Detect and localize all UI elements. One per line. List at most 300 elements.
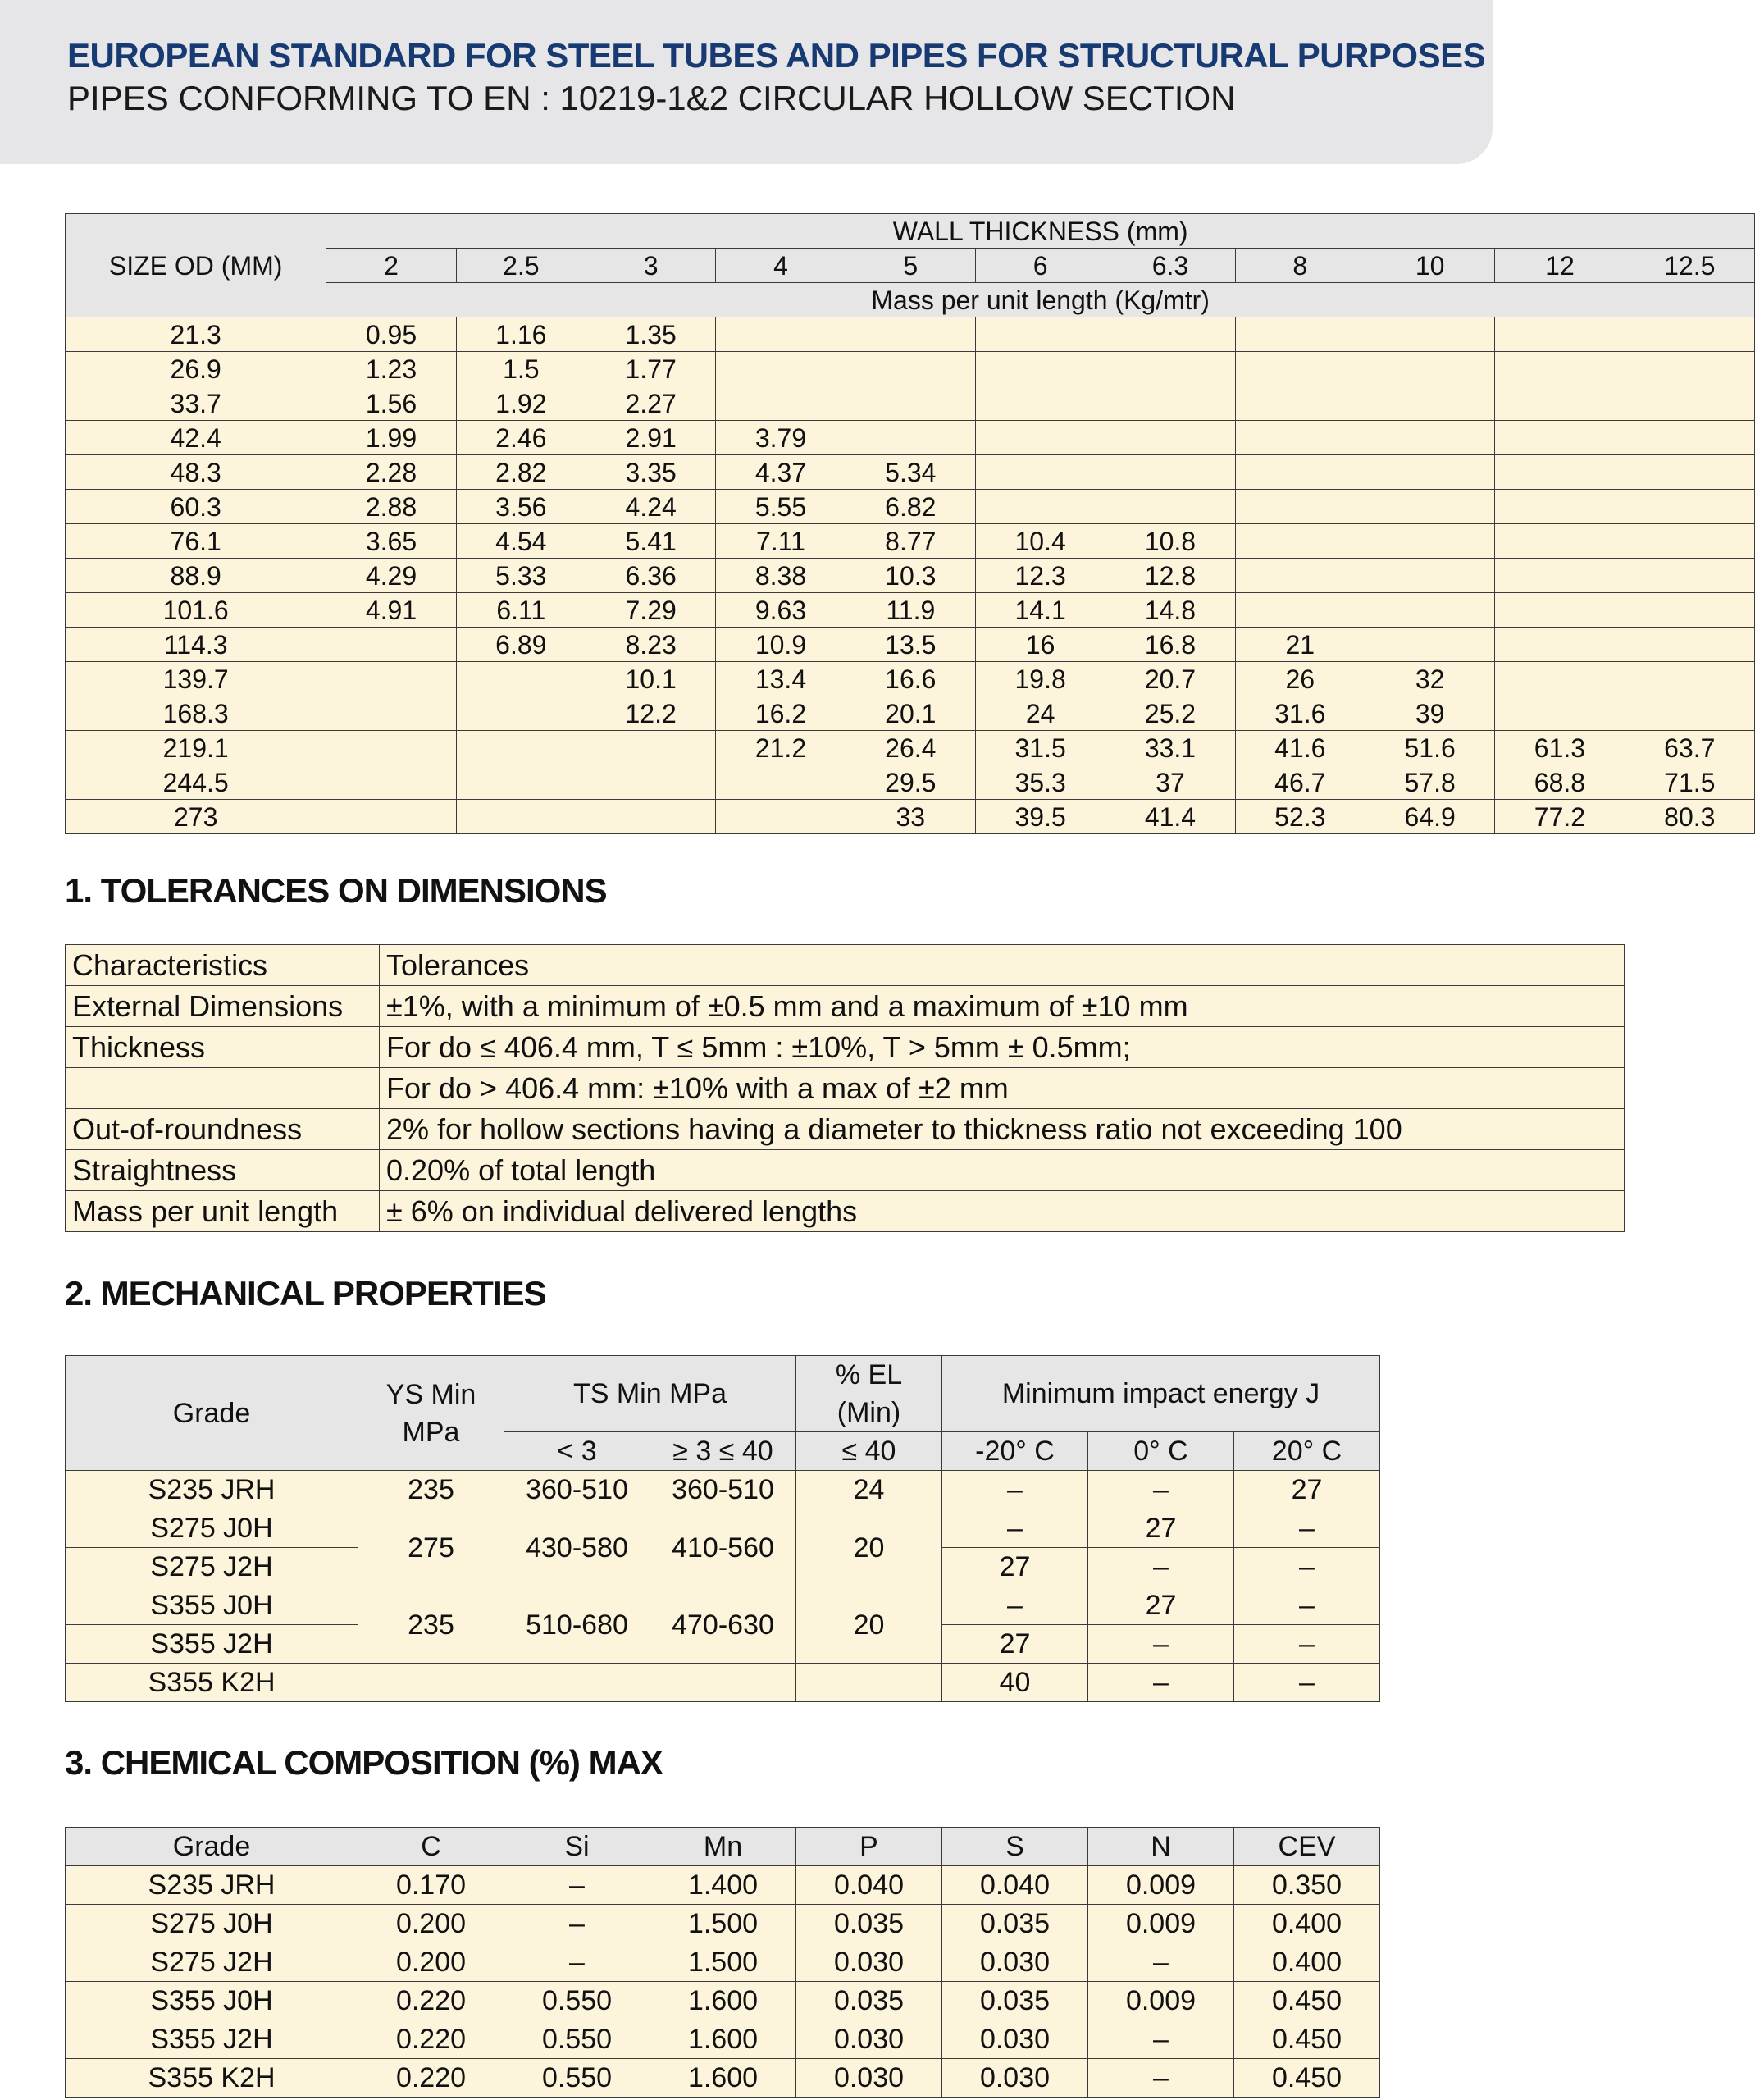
mass-cell (326, 628, 456, 662)
mass-cell (326, 662, 456, 696)
mass-cell: 9.63 (716, 593, 846, 628)
mass-cell (1235, 559, 1365, 593)
thickness-header: 12 (1495, 249, 1625, 283)
mass-cell (975, 317, 1105, 352)
table-row (66, 559, 1755, 593)
size-cell: 26.9 (66, 352, 326, 386)
chem-header: Grade (66, 1828, 358, 1866)
table-row (66, 628, 1755, 662)
composition-cell: 0.220 (358, 1982, 504, 2020)
composition-cell: – (504, 1866, 650, 1905)
size-cell: 21.3 (66, 317, 326, 352)
mass-cell: 32 (1365, 662, 1494, 696)
table-row (66, 1109, 1625, 1150)
mass-cell (326, 731, 456, 765)
grade-cell: S235 JRH (66, 1866, 358, 1905)
section-title-mechanical: 2. MECHANICAL PROPERTIES (65, 1274, 546, 1312)
composition-cell: 0.009 (1088, 1982, 1234, 2020)
mass-cell (1365, 421, 1494, 455)
table-row (66, 1027, 1625, 1068)
mass-cell (1625, 352, 1754, 386)
mass-per-length-header: Mass per unit length (Kg/mtr) (326, 283, 1755, 317)
mass-cell (1625, 524, 1754, 559)
composition-cell: 0.220 (358, 2020, 504, 2059)
mass-cell (716, 800, 846, 834)
chem-header: Mn (650, 1828, 796, 1866)
mass-cell: 5.55 (716, 490, 846, 524)
mass-cell: 1.56 (326, 386, 456, 421)
mass-cell: 8.23 (586, 628, 715, 662)
mech-impact-header: Minimum impact energy J (942, 1356, 1380, 1432)
mass-cell (1105, 386, 1235, 421)
mass-cell (1235, 593, 1365, 628)
chemical-composition-table (65, 1827, 1380, 2098)
mass-cell (1625, 421, 1754, 455)
size-od-header: SIZE OD (MM) (66, 214, 326, 317)
thickness-header: 10 (1365, 249, 1494, 283)
mass-cell (846, 421, 975, 455)
composition-cell: 0.450 (1234, 1982, 1380, 2020)
mass-cell: 16.8 (1105, 628, 1235, 662)
mass-cell (1235, 352, 1365, 386)
mass-cell: 19.8 (975, 662, 1105, 696)
mass-cell: 2.46 (456, 421, 586, 455)
size-cell: 273 (66, 800, 326, 834)
composition-cell: 0.030 (796, 2020, 942, 2059)
mass-cell: 4.29 (326, 559, 456, 593)
thickness-header: 3 (586, 249, 715, 283)
mass-cell: 41.6 (1235, 731, 1365, 765)
composition-cell: 1.500 (650, 1943, 796, 1982)
mass-cell (456, 662, 586, 696)
table-row (66, 731, 1755, 765)
chem-header: C (358, 1828, 504, 1866)
mass-cell (1105, 421, 1235, 455)
thickness-header: 4 (716, 249, 846, 283)
mass-cell: 5.41 (586, 524, 715, 559)
grade-cell: S275 J2H (66, 1943, 358, 1982)
mass-cell (1235, 317, 1365, 352)
mass-cell: 6.11 (456, 593, 586, 628)
mech-ts-header: TS Min MPa (504, 1356, 796, 1432)
chem-header: N (1088, 1828, 1234, 1866)
mass-cell (1495, 352, 1625, 386)
mass-cell: 12.2 (586, 696, 715, 731)
mass-cell: 29.5 (846, 765, 975, 800)
mech-ts-3-40-header: ≥ 3 ≤ 40 (650, 1432, 796, 1471)
size-cell: 48.3 (66, 455, 326, 490)
composition-cell: – (1088, 2020, 1234, 2059)
mass-cell: 64.9 (1365, 800, 1494, 834)
mass-cell: 25.2 (1105, 696, 1235, 731)
composition-cell: 0.035 (942, 1905, 1088, 1943)
table-row (66, 1150, 1625, 1191)
page-subtitle: PIPES CONFORMING TO EN : 10219-1&2 CIRCULAR HOLLOW SECTION (67, 79, 1236, 117)
mass-cell: 12.8 (1105, 559, 1235, 593)
mass-cell: 8.38 (716, 559, 846, 593)
mech-grade-header: Grade (66, 1356, 358, 1471)
thickness-header: 6.3 (1105, 249, 1235, 283)
table-row (66, 1068, 1625, 1109)
mass-cell (1365, 352, 1494, 386)
table-row (66, 2020, 1380, 2059)
mass-cell (1365, 628, 1494, 662)
mass-cell: 3.65 (326, 524, 456, 559)
size-cell: 168.3 (66, 696, 326, 731)
table-row (66, 421, 1755, 455)
mass-cell (1625, 593, 1754, 628)
mass-cell: 5.34 (846, 455, 975, 490)
thickness-header: 6 (975, 249, 1105, 283)
mass-cell (1235, 455, 1365, 490)
size-cell: 88.9 (66, 559, 326, 593)
mass-cell (1105, 490, 1235, 524)
composition-cell: 1.600 (650, 2059, 796, 2098)
grade-cell: S275 J0H (66, 1905, 358, 1943)
table-row: S355 J0H 235 510-680 470-630 20 – 27 – (66, 1586, 1380, 1625)
mass-cell (1625, 559, 1754, 593)
mass-cell (1495, 559, 1625, 593)
page-title: EUROPEAN STANDARD FOR STEEL TUBES AND PIPES FOR STRUCTURAL PURPOSES (67, 36, 1486, 75)
composition-cell: 0.009 (1088, 1866, 1234, 1905)
mass-cell (456, 696, 586, 731)
composition-cell: 0.030 (796, 1943, 942, 1982)
mass-cell: 10.1 (586, 662, 715, 696)
table-row (66, 1191, 1625, 1232)
mass-cell (1495, 386, 1625, 421)
mass-cell (1625, 696, 1754, 731)
mass-cell (456, 800, 586, 834)
mass-cell: 68.8 (1495, 765, 1625, 800)
mass-cell (1625, 628, 1754, 662)
mass-cell (1495, 455, 1625, 490)
composition-cell: – (504, 1943, 650, 1982)
mech-temp-m20-header: -20° C (942, 1432, 1088, 1471)
mass-cell: 3.79 (716, 421, 846, 455)
mass-cell (1625, 662, 1754, 696)
mass-cell: 80.3 (1625, 800, 1754, 834)
mass-cell: 10.8 (1105, 524, 1235, 559)
mass-cell (1235, 386, 1365, 421)
table-row (66, 524, 1755, 559)
thickness-header: 2 (326, 249, 456, 283)
composition-cell: 0.350 (1234, 1866, 1380, 1905)
table-row: S235 JRH 235 360-510 360-510 24 – – 27 (66, 1471, 1380, 1509)
composition-cell: 0.220 (358, 2059, 504, 2098)
size-cell: 60.3 (66, 490, 326, 524)
mass-cell: 1.35 (586, 317, 715, 352)
chem-header: P (796, 1828, 942, 1866)
mass-cell: 10.9 (716, 628, 846, 662)
characteristic-cell: Thickness (66, 1027, 380, 1068)
composition-cell: – (504, 1905, 650, 1943)
mass-cell: 26 (1235, 662, 1365, 696)
mass-cell: 2.82 (456, 455, 586, 490)
composition-cell: 0.550 (504, 1982, 650, 2020)
mass-cell (1495, 696, 1625, 731)
table-row (66, 986, 1625, 1027)
table-row (66, 593, 1755, 628)
table-row (66, 386, 1755, 421)
tolerance-cell: 0.20% of total length (380, 1150, 1625, 1191)
tolerance-cell: For do ≤ 406.4 mm, T ≤ 5mm : ±10%, T > 5mm ± 0.5mm; (380, 1027, 1625, 1068)
mass-cell: 7.29 (586, 593, 715, 628)
header-banner (0, 0, 1493, 164)
mass-cell (975, 421, 1105, 455)
mass-cell (975, 490, 1105, 524)
tolerance-cell: ±1%, with a minimum of ±0.5 mm and a maximum of ±10 mm (380, 986, 1625, 1027)
mass-cell: 14.1 (975, 593, 1105, 628)
mass-cell: 13.5 (846, 628, 975, 662)
mass-cell: 16.6 (846, 662, 975, 696)
mass-cell (1495, 490, 1625, 524)
table-row: S275 J0H 275 430-580 410-560 20 – 27 – (66, 1509, 1380, 1548)
tolerance-cell: 2% for hollow sections having a diameter to thickness ratio not exceeding 100 (380, 1109, 1625, 1150)
mass-cell: 14.8 (1105, 593, 1235, 628)
mass-cell (586, 731, 715, 765)
composition-cell: 0.200 (358, 1905, 504, 1943)
mechanical-properties-table (65, 1355, 1380, 1702)
mass-cell: 2.88 (326, 490, 456, 524)
mech-el-sub-header: ≤ 40 (796, 1432, 942, 1471)
table-row: S355 K2H 40 – – (66, 1664, 1380, 1702)
mass-table (65, 213, 1755, 834)
composition-cell: 1.500 (650, 1905, 796, 1943)
mass-cell (846, 317, 975, 352)
mass-cell (1495, 317, 1625, 352)
size-cell: 114.3 (66, 628, 326, 662)
composition-cell: 0.450 (1234, 2059, 1380, 2098)
mass-cell (1495, 662, 1625, 696)
table-row (66, 1982, 1380, 2020)
mass-cell: 1.99 (326, 421, 456, 455)
mass-cell (1625, 317, 1754, 352)
characteristic-cell: Out-of-roundness (66, 1109, 380, 1150)
composition-cell: 0.030 (796, 2059, 942, 2098)
mass-cell: 6.82 (846, 490, 975, 524)
tolerance-cell: ± 6% on individual delivered lengths (380, 1191, 1625, 1232)
mass-cell: 31.6 (1235, 696, 1365, 731)
mass-cell (1365, 593, 1494, 628)
mass-cell (326, 696, 456, 731)
mass-cell: 5.33 (456, 559, 586, 593)
mass-cell: 16.2 (716, 696, 846, 731)
mass-cell: 2.28 (326, 455, 456, 490)
mass-cell: 11.9 (846, 593, 975, 628)
composition-cell: 0.035 (942, 1982, 1088, 2020)
grade-cell: S355 K2H (66, 2059, 358, 2098)
characteristic-cell: Mass per unit length (66, 1191, 380, 1232)
composition-cell: 1.400 (650, 1866, 796, 1905)
composition-cell: 0.400 (1234, 1943, 1380, 1982)
mass-cell (456, 731, 586, 765)
table-row: S355 J2H 27 – – (66, 1625, 1380, 1664)
mass-cell (716, 317, 846, 352)
mass-cell: 20.1 (846, 696, 975, 731)
mech-temp-0-header: 0° C (1088, 1432, 1234, 1471)
table-row: S275 J2H 27 – – (66, 1548, 1380, 1586)
mass-cell: 2.27 (586, 386, 715, 421)
mass-cell: 33.1 (1105, 731, 1235, 765)
mass-cell: 41.4 (1105, 800, 1235, 834)
table-row (66, 352, 1755, 386)
thickness-header: 12.5 (1625, 249, 1754, 283)
mass-cell: 10.3 (846, 559, 975, 593)
composition-cell: 0.040 (796, 1866, 942, 1905)
mass-cell (1105, 317, 1235, 352)
mass-cell (456, 765, 586, 800)
mass-cell (1365, 559, 1494, 593)
composition-cell: 0.035 (796, 1982, 942, 2020)
table-row (66, 945, 1625, 986)
mech-temp-20-header: 20° C (1234, 1432, 1380, 1471)
thickness-header: 2.5 (456, 249, 586, 283)
mass-cell (1495, 524, 1625, 559)
table-row (66, 490, 1755, 524)
mass-cell: 7.11 (716, 524, 846, 559)
tolerance-cell: For do > 406.4 mm: ±10% with a max of ±2 mm (380, 1068, 1625, 1109)
composition-cell: 0.170 (358, 1866, 504, 1905)
mass-cell (1625, 386, 1754, 421)
mass-cell (1235, 421, 1365, 455)
wall-thickness-header: WALL THICKNESS (mm) (326, 214, 1755, 249)
composition-cell: 0.009 (1088, 1905, 1234, 1943)
mass-cell (1625, 490, 1754, 524)
composition-cell: 0.550 (504, 2020, 650, 2059)
composition-cell: – (1088, 1943, 1234, 1982)
composition-cell: 1.600 (650, 2020, 796, 2059)
mass-cell: 61.3 (1495, 731, 1625, 765)
size-cell: 101.6 (66, 593, 326, 628)
table-row (66, 1905, 1380, 1943)
mass-cell: 13.4 (716, 662, 846, 696)
mass-cell: 57.8 (1365, 765, 1494, 800)
chem-header: S (942, 1828, 1088, 1866)
mech-ys-header: YS Min MPa (358, 1356, 504, 1471)
mass-cell (846, 386, 975, 421)
mass-cell (586, 765, 715, 800)
mass-cell (326, 765, 456, 800)
grade-cell: S355 J0H (66, 1982, 358, 2020)
mass-cell: 4.54 (456, 524, 586, 559)
table-row (66, 317, 1755, 352)
table-row (66, 800, 1755, 834)
composition-cell: 0.030 (942, 2059, 1088, 2098)
mass-cell (1495, 593, 1625, 628)
thickness-header: 8 (1235, 249, 1365, 283)
size-cell: 244.5 (66, 765, 326, 800)
mass-cell: 63.7 (1625, 731, 1754, 765)
mass-cell: 1.5 (456, 352, 586, 386)
chem-header: CEV (1234, 1828, 1380, 1866)
mass-cell: 0.95 (326, 317, 456, 352)
mass-cell: 31.5 (975, 731, 1105, 765)
mass-cell (1365, 524, 1494, 559)
mass-cell: 35.3 (975, 765, 1105, 800)
mass-cell (1495, 421, 1625, 455)
mass-cell: 2.91 (586, 421, 715, 455)
tolerance-cell: Tolerances (380, 945, 1625, 986)
mech-ts-lt3-header: < 3 (504, 1432, 650, 1471)
mass-cell: 6.36 (586, 559, 715, 593)
table-row (66, 662, 1755, 696)
mass-cell: 16 (975, 628, 1105, 662)
mass-cell: 1.92 (456, 386, 586, 421)
mass-cell: 1.23 (326, 352, 456, 386)
table-row (66, 696, 1755, 731)
composition-cell: 1.600 (650, 1982, 796, 2020)
mass-cell (1365, 490, 1494, 524)
table-row (66, 1943, 1380, 1982)
tolerances-table (65, 944, 1625, 1232)
mass-cell: 20.7 (1105, 662, 1235, 696)
mass-cell: 37 (1105, 765, 1235, 800)
mass-cell: 1.77 (586, 352, 715, 386)
composition-cell: 0.400 (1234, 1905, 1380, 1943)
composition-cell: 0.035 (796, 1905, 942, 1943)
mass-cell (1365, 455, 1494, 490)
grade-cell: S355 J2H (66, 2020, 358, 2059)
mech-el-header: % EL (Min) (796, 1356, 942, 1432)
mass-cell: 12.3 (975, 559, 1105, 593)
size-cell: 33.7 (66, 386, 326, 421)
mass-cell (975, 386, 1105, 421)
mass-cell: 71.5 (1625, 765, 1754, 800)
mass-cell: 10.4 (975, 524, 1105, 559)
thickness-header: 5 (846, 249, 975, 283)
characteristic-cell (66, 1068, 380, 1109)
mass-cell: 52.3 (1235, 800, 1365, 834)
mass-cell: 4.37 (716, 455, 846, 490)
composition-cell: 0.030 (942, 1943, 1088, 1982)
table-row (66, 2059, 1380, 2098)
mass-cell (716, 386, 846, 421)
mass-cell (326, 800, 456, 834)
mass-cell: 24 (975, 696, 1105, 731)
characteristic-cell: Straightness (66, 1150, 380, 1191)
composition-cell: 0.450 (1234, 2020, 1380, 2059)
mass-cell (1365, 386, 1494, 421)
composition-cell: 0.030 (942, 2020, 1088, 2059)
mass-cell: 21 (1235, 628, 1365, 662)
table-row (66, 455, 1755, 490)
mass-cell (846, 352, 975, 386)
composition-cell: 0.550 (504, 2059, 650, 2098)
mass-cell: 39 (1365, 696, 1494, 731)
mass-cell: 46.7 (1235, 765, 1365, 800)
mass-cell: 3.56 (456, 490, 586, 524)
characteristic-cell: External Dimensions (66, 986, 380, 1027)
mass-cell: 4.24 (586, 490, 715, 524)
mass-cell: 1.16 (456, 317, 586, 352)
composition-cell: – (1088, 2059, 1234, 2098)
mass-cell: 3.35 (586, 455, 715, 490)
table-row (66, 765, 1755, 800)
mass-cell: 51.6 (1365, 731, 1494, 765)
mass-cell (716, 352, 846, 386)
chem-header: Si (504, 1828, 650, 1866)
mass-cell (1495, 628, 1625, 662)
size-cell: 76.1 (66, 524, 326, 559)
mass-cell: 77.2 (1495, 800, 1625, 834)
size-cell: 219.1 (66, 731, 326, 765)
mass-cell: 39.5 (975, 800, 1105, 834)
mass-cell: 26.4 (846, 731, 975, 765)
characteristic-cell: Characteristics (66, 945, 380, 986)
section-title-chemical: 3. CHEMICAL COMPOSITION (%) MAX (65, 1743, 663, 1782)
mass-cell (1365, 317, 1494, 352)
mass-cell: 21.2 (716, 731, 846, 765)
